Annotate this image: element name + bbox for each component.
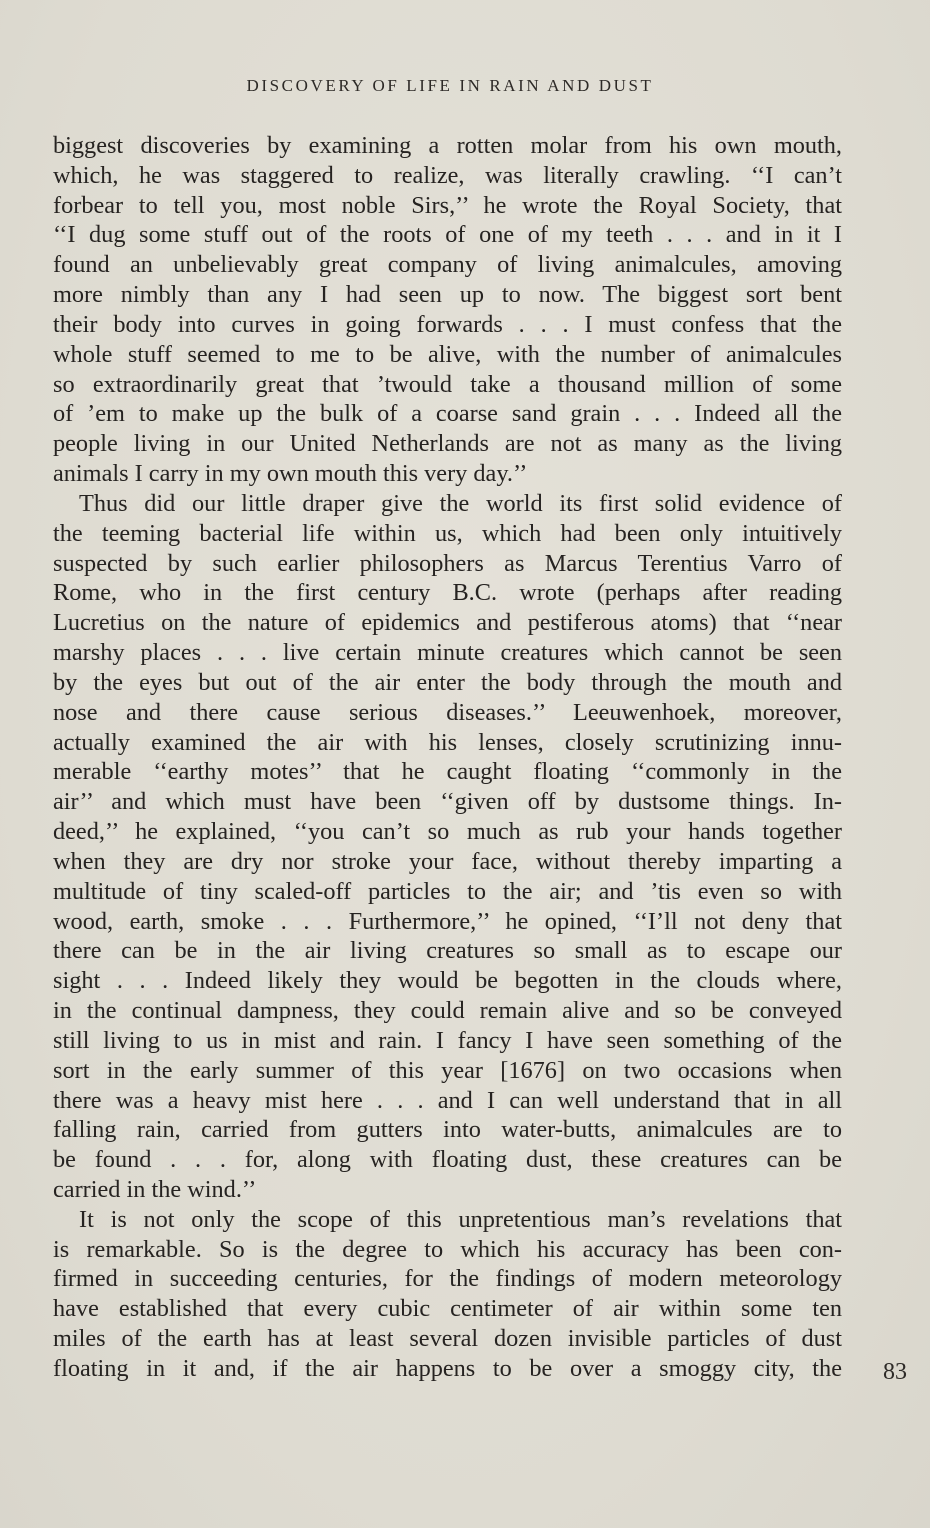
text-line: is remarkable. So is the degree to which his accuracy has been con- (53, 1235, 842, 1263)
text-line: Rome, who in the first century B.C. wrote (perhaps after reading (53, 579, 842, 607)
text-line: found an unbelievably great company of living animalcules, amoving (53, 251, 842, 279)
text-line: biggest discoveries by examining a rotten molar from his own mouth, (53, 132, 842, 159)
text-line: actually examined the air with his lenses, closely scrutinizing innu- (53, 728, 842, 756)
text-line: forbear to tell you, most noble Sirs,’’ he wrote the Royal Society, that (53, 191, 842, 219)
text-line: by the eyes but out of the air enter the body through the mouth and (53, 668, 842, 696)
text-line: air’’ and which must have been ‘‘given off by dustsome things. In- (53, 788, 842, 816)
text-line: falling rain, carried from gutters into water-butts, animalcules are to (53, 1116, 842, 1144)
text-line: more nimbly than any I had seen up to now. The biggest sort bent (53, 281, 842, 309)
text-line: deed,’’ he explained, ‘‘you can’t so much as rub your hands together (53, 818, 842, 846)
text-line: so extraordinarily great that ’twould take a thousand million of some (53, 370, 842, 398)
text-line: sort in the early summer of this year [1676] on two occasions when (53, 1056, 842, 1084)
text-line: multitude of tiny scaled-off particles to the air; and ’tis even so with (53, 877, 842, 905)
text-line: when they are dry nor stroke your face, without thereby imparting a (53, 847, 842, 875)
text-line: Thus did our little draper give the world its first solid evidence of (79, 489, 842, 517)
text-line: It is not only the scope of this unpretentious man’s revelations that (79, 1205, 842, 1233)
text-line: the teeming bacterial life within us, which had been only intuitively (53, 519, 842, 547)
text-line: floating in it and, if the air happens to be over a smoggy city, the (53, 1354, 842, 1382)
text-line: Lucretius on the nature of epidemics and pestiferous atoms) that ‘‘near (53, 609, 842, 637)
text-line: whole stuff seemed to me to be alive, with the number of animalcules (53, 340, 842, 368)
text-line: firmed in succeeding centuries, for the findings of modern meteorology (53, 1265, 842, 1293)
body-text (53, 131, 842, 1384)
text-line: animals I carry in my own mouth this very day.’’ (53, 460, 528, 488)
text-line: wood, earth, smoke . . . Furthermore,’’ he opined, ‘‘I’ll not deny that (53, 907, 842, 935)
text-line: nose and there cause serious diseases.’’ Leeuwenhoek, moreover, (53, 698, 842, 726)
running-head: DISCOVERY OF LIFE IN RAIN AND DUST (246, 76, 654, 95)
text-line: miles of the earth has at least several dozen invisible particles of dust (53, 1325, 842, 1353)
text-line: have established that every cubic centimeter of air within some ten (53, 1295, 842, 1323)
text-line: their body into curves in going forwards . . . I must confess that the (53, 310, 842, 338)
text-line: there can be in the air living creatures so small as to escape our (53, 937, 842, 965)
text-line: in the continual dampness, they could remain alive and so be conveyed (53, 997, 842, 1025)
text-line: merable ‘‘earthy motes’’ that he caught floating ‘‘commonly in the (53, 758, 842, 786)
text-line: there was a heavy mist here . . . and I can well understand that in all (53, 1086, 842, 1114)
text-line: carried in the wind.’’ (53, 1175, 257, 1203)
text-line: still living to us in mist and rain. I fancy I have seen something of the (53, 1026, 842, 1054)
text-line: people living in our United Netherlands are not as many as the living (53, 430, 842, 458)
text-line: which, he was staggered to realize, was literally crawling. ‘‘I can’t (53, 161, 842, 189)
text-line: be found . . . for, along with floating dust, these creatures can be (53, 1146, 842, 1174)
text-line: ‘‘I dug some stuff out of the roots of one of my teeth . . . and in it I (53, 221, 842, 249)
text-line: marshy places . . . live certain minute creatures which cannot be seen (53, 639, 842, 667)
text-line: suspected by such earlier philosophers as Marcus Terentius Varro of (53, 549, 842, 577)
text-line: of ’em to make up the bulk of a coarse sand grain . . . Indeed all the (53, 400, 842, 428)
page-number: 83 (883, 1359, 907, 1385)
text-line: sight . . . Indeed likely they would be begotten in the clouds where, (53, 967, 842, 995)
